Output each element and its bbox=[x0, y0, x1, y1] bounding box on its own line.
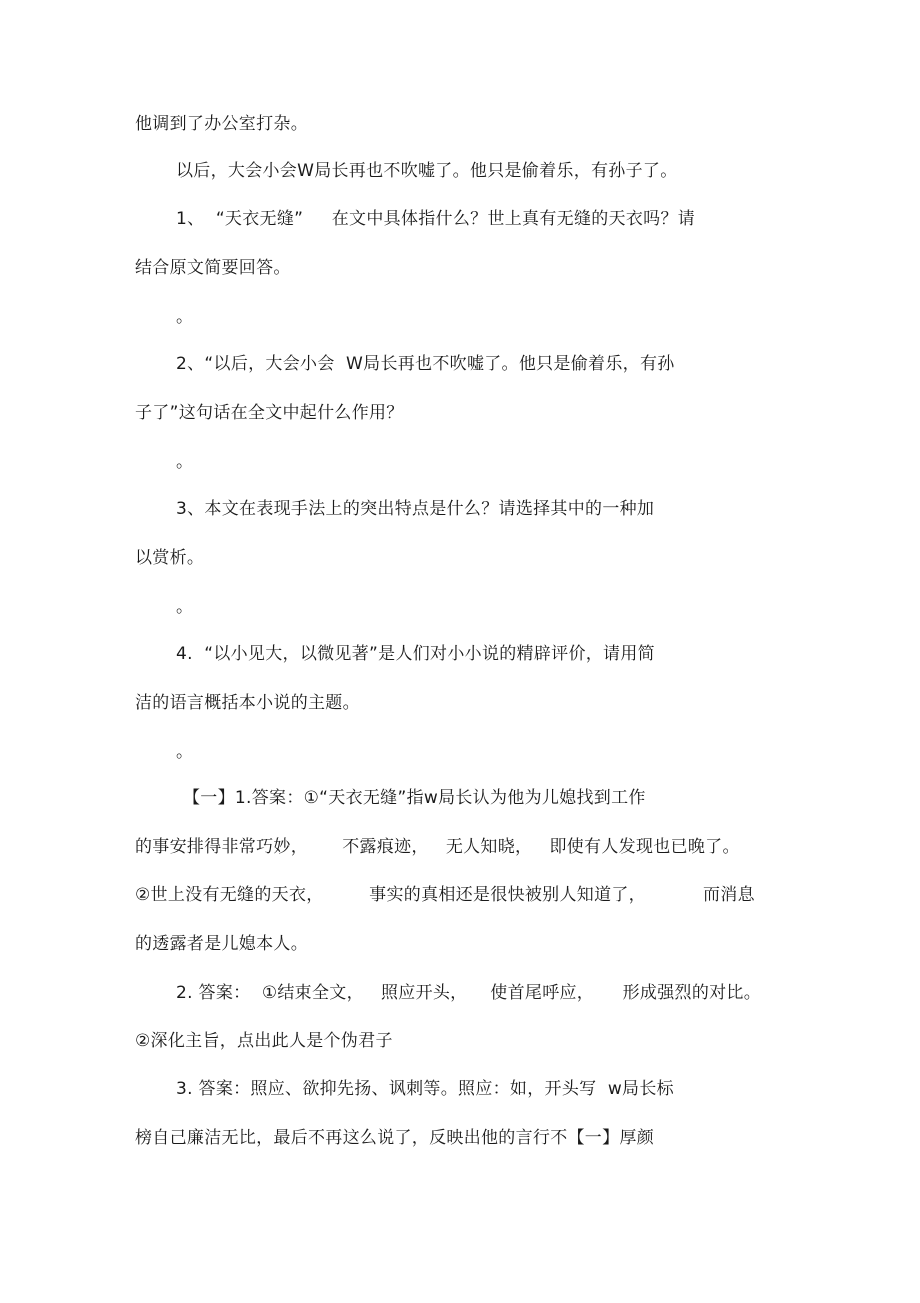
text-line: 以后，大会小会W局长再也不吹嘘了。他只是偷着乐，有孙子了。 bbox=[176, 161, 678, 181]
question-4-line: 洁的语言概括本小说的主题。 bbox=[135, 693, 360, 713]
answer-1-line: 的透露者是儿媳本人。 bbox=[135, 934, 308, 954]
question-1-line: 结合原文简要回答。 bbox=[135, 258, 291, 278]
answer-1-line: 的事安排得非常巧妙， 不露痕迹， 无人知晓， 即使有人发现也已晚了。 bbox=[135, 837, 740, 857]
answer-3-line: 榜自己廉洁无比，最后不再这么说了，反映出他的言行不【一】厚颜 bbox=[135, 1128, 654, 1148]
answer-2-line: ②深化主旨，点出此人是个伪君子 bbox=[135, 1031, 393, 1051]
answer-1-line: ②世上没有无缝的天衣， 事实的真相还是很快被别人知道了， 而消息 bbox=[135, 885, 755, 905]
answer-blank: 。 bbox=[176, 307, 194, 327]
answer-2-line: 2. 答案： ①结束全文， 照应开头， 使首尾呼应， 形成强烈的对比。 bbox=[176, 983, 762, 1003]
answer-1-line: 【一】1.答案：①“天衣无缝”指w局长认为他为儿媳找到工作 bbox=[183, 788, 646, 808]
answer-3-line: 3. 答案：照应、欲抑先扬、讽刺等。照应：如，开头写 w局长标 bbox=[176, 1079, 674, 1099]
question-1-line: 1、 “天衣无缝” 在文中具体指什么？世上真有无缝的天衣吗？请 bbox=[176, 209, 696, 229]
answer-blank: 。 bbox=[176, 742, 194, 762]
question-2-line: 子了”这句话在全文中起什么作用？ bbox=[135, 403, 404, 423]
question-3-line: 3、本文在表现手法上的突出特点是什么？请选择其中的一种加 bbox=[176, 499, 655, 519]
question-3-line: 以赏析。 bbox=[135, 548, 205, 568]
answer-blank: 。 bbox=[176, 597, 194, 617]
answer-blank: 。 bbox=[176, 452, 194, 472]
text-line: 他调到了办公室打杂。 bbox=[135, 114, 308, 134]
question-2-line: 2、“以后，大会小会 W局长再也不吹嘘了。他只是偷着乐，有孙 bbox=[176, 354, 675, 374]
question-4-line: 4. “以小见大，以微见著”是人们对小小说的精辟评价，请用简 bbox=[176, 644, 655, 664]
